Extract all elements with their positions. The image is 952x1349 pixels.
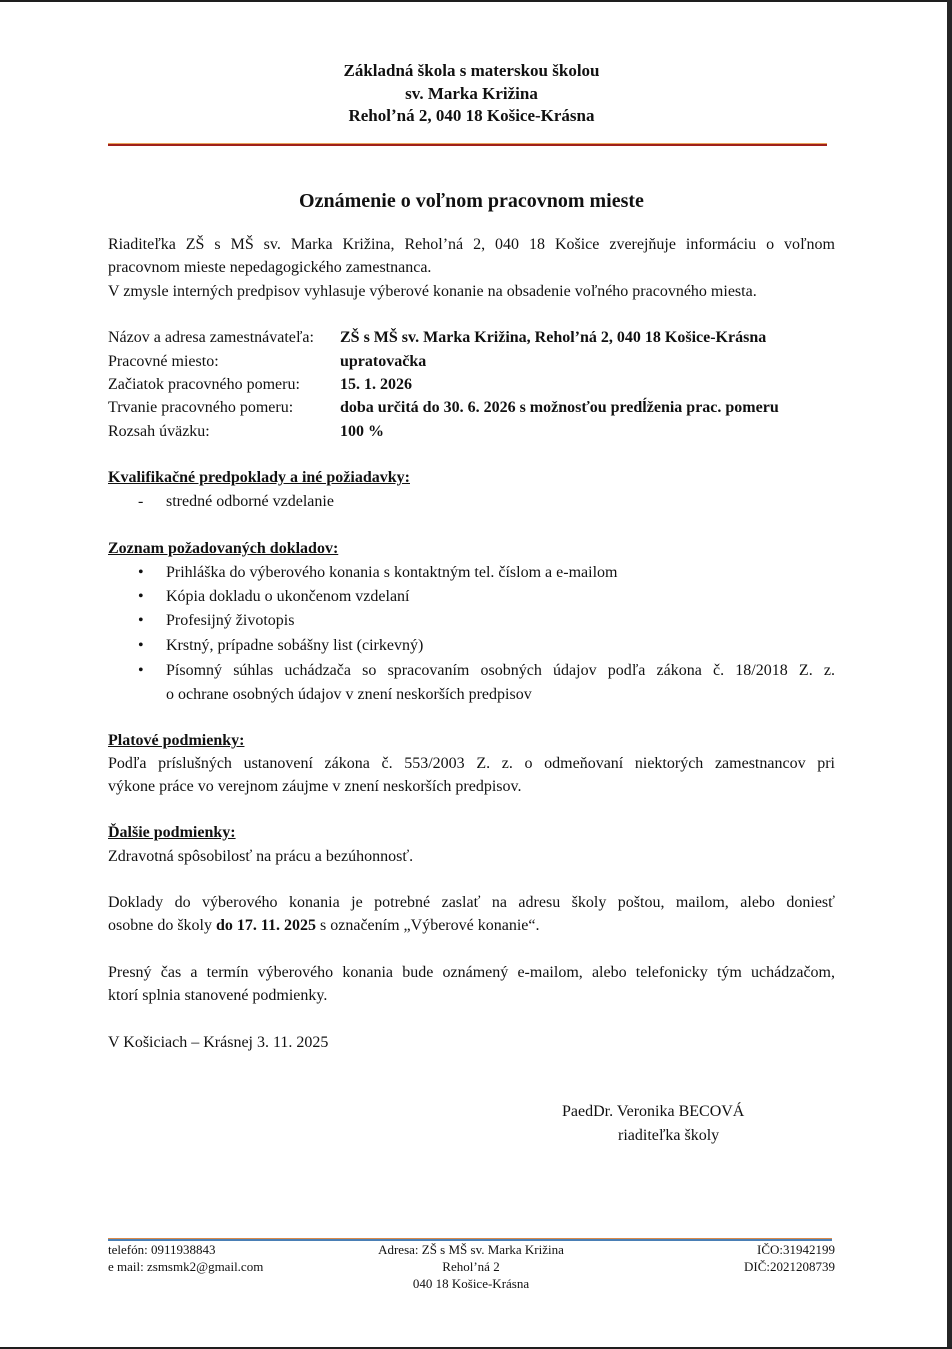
letterhead-school-name: Základná škola s materskou školou [343, 61, 600, 80]
letterhead-rule [108, 143, 827, 146]
bullet-icon: • [138, 637, 144, 654]
footer-address-3: 040 18 Košice-Krásna [412, 1276, 530, 1291]
letterhead-address: Reholʼná 2, 040 18 Košice-Krásna [348, 106, 595, 125]
info-label-employer: Názov a adresa zamestnávateľa: [108, 329, 314, 346]
signature-name: PaedDr. Veronika BECOVÁ [562, 1103, 745, 1120]
footer-address-1: Adresa: ZŠ s MŠ sv. Marka Križina [378, 1242, 564, 1257]
signature-role: riaditeľka školy [618, 1127, 720, 1144]
submission-line-1: Doklady do výberového konania je potrebné zaslať na adresu školy poštou, mailom, alebo doniesť [108, 894, 835, 911]
bullet-icon: • [138, 612, 144, 629]
info-value-employer: ZŠ s MŠ sv. Marka Križina, Reholʼná 2, 040 18 Košice-Krásna [340, 329, 767, 346]
footer-address-2: Reholʼná 2 [442, 1259, 500, 1274]
documents-heading: Zoznam požadovaných dokladov: [108, 540, 339, 557]
info-value-workload: 100 % [340, 423, 384, 440]
info-label-start: Začiatok pracovného pomeru: [108, 376, 300, 393]
submission-text: osobne do školy [108, 917, 216, 934]
viewer-frame-right [947, 0, 952, 1349]
footer-rule [108, 1238, 832, 1241]
submission-line-2 [108, 914, 539, 938]
footer-dic: DIČ:2021208739 [744, 1259, 835, 1274]
salary-line-1: Podľa príslušných ustanovení zákona č. 553/2003 Z. z. o odmeňovaní niektorých zamestnancov pri [108, 755, 835, 772]
footer-phone: telefón: 0911938843 [108, 1242, 216, 1257]
info-value-position: upratovačka [340, 353, 427, 370]
intro-line-2: pracovnom mieste nepedagogického zamestnanca. [108, 259, 432, 276]
page-title: Oznámenie o voľnom pracovnom mieste [299, 190, 644, 212]
intro-line-3: V zmysle interných predpisov vyhlasuje výberové konanie na obsadenie voľného pracovného miesta. [108, 283, 757, 300]
viewer-frame-top [0, 0, 952, 2]
bullet-icon: • [138, 564, 144, 581]
document-item: Krstný, prípadne sobášny list (cirkevný) [166, 637, 424, 654]
document-item: Profesijný životopis [166, 612, 295, 629]
place-date: V Košiciach – Krásnej 3. 11. 2025 [108, 1034, 329, 1051]
document-item: Prihláška do výberového konania s kontaktným tel. číslom a e-mailom [166, 564, 618, 581]
info-label-position: Pracovné miesto: [108, 353, 219, 370]
qualifications-heading: Kvalifikačné predpoklady a iné požiadavky: [108, 469, 410, 486]
dash-marker: - [138, 493, 144, 510]
bullet-icon: • [138, 588, 144, 605]
info-value-start: 15. 1. 2026 [340, 376, 412, 393]
notice-line-2: ktorí splnia stanovené podmienky. [108, 987, 328, 1004]
bullet-icon: • [138, 662, 144, 679]
info-label-workload: Rozsah úväzku: [108, 423, 210, 440]
qualification-item: stredné odborné vzdelanie [166, 493, 334, 510]
info-label-duration: Trvanie pracovného pomeru: [108, 399, 294, 416]
salary-heading: Platové podmienky: [108, 732, 245, 749]
document-item: Kópia dokladu o ukončenom vzdelaní [166, 588, 410, 605]
notice-line-1: Presný čas a termín výberového konania bude oznámený e-mailom, alebo telefonicky tým uchádzačom, [108, 964, 835, 981]
intro-line-1: Riaditeľka ZŠ s MŠ sv. Marka Križina, Reholʼná 2, 040 18 Košice zverejňuje informáciu o voľnom [108, 236, 835, 253]
submission-label: s označením „Výberové konanie“. [316, 917, 540, 934]
other-heading: Ďalšie podmienky: [108, 824, 236, 841]
document-item-continuation: o ochrane osobných údajov v znení neskorších predpisov [166, 686, 532, 703]
other-text: Zdravotná spôsobilosť na prácu a bezúhonnosť. [108, 848, 414, 865]
submission-deadline: do 17. 11. 2025 [216, 917, 317, 934]
document-item: Písomný súhlas uchádzača so spracovaním osobných údajov podľa zákona č. 18/2018 Z. z. [166, 662, 835, 679]
letterhead-school-saint: sv. Marka Križina [405, 84, 538, 103]
salary-line-2: výkone práce vo verejnom záujme v znení neskorších predpisov. [108, 778, 522, 795]
footer-ico: IČO:31942199 [757, 1242, 835, 1257]
info-value-duration: doba určitá do 30. 6. 2026 s možnosťou predĺženia prac. pomeru [340, 399, 779, 416]
footer-email: e mail: zsmsmk2@gmail.com [108, 1259, 264, 1274]
